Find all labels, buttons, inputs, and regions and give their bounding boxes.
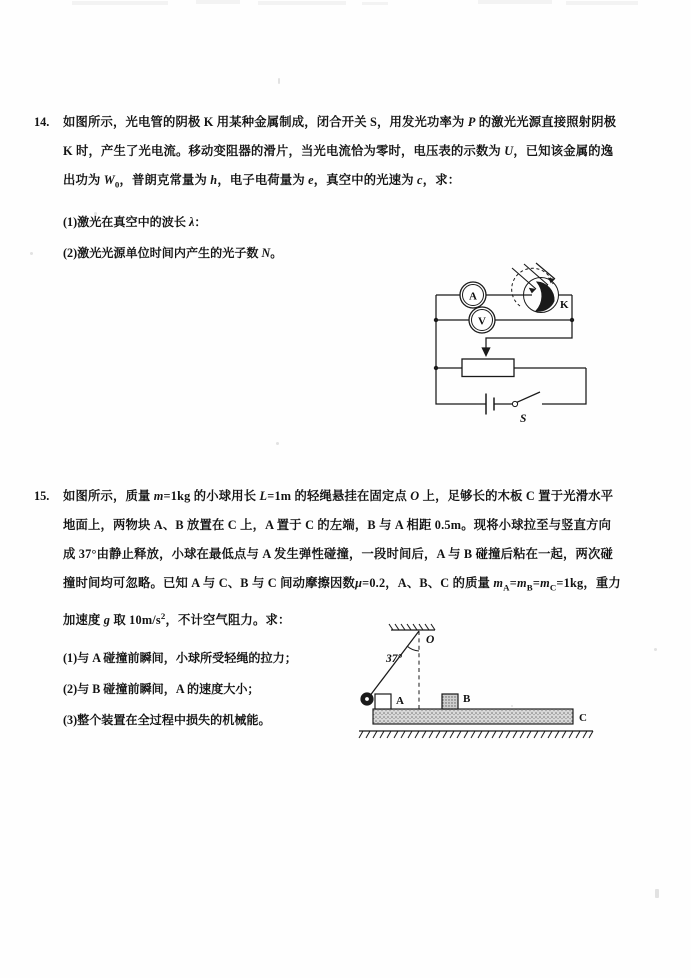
- block-label-A: A: [396, 695, 404, 707]
- problem-14-sub-2: (2)激光光源单位时间内产生的光子数 N。: [63, 246, 283, 261]
- problem-14: [34, 108, 659, 269]
- problem-14-sub-1: (1)激光在真空中的波长 λ：: [63, 215, 207, 230]
- ceiling-support: [389, 624, 435, 630]
- problem-15-line-1: 如图所示，质量 m=1kg 的小球用长 L=1m 的轻绳悬挂在固定点 O 上，足够长的木板 C 置于光滑水平: [63, 489, 614, 503]
- board-label-C: C: [579, 712, 587, 724]
- pendulum-ball: [360, 692, 373, 705]
- figure-pendulum-blocks-board: [355, 612, 655, 754]
- voltmeter-label: V: [478, 315, 486, 328]
- ground-surface: [359, 731, 593, 738]
- figure-photoelectric-circuit: [424, 262, 662, 425]
- problem-14-line-2: K 时，产生了光电流。移动变阻器的滑片，当光电流恰为零时，电压表的示数为 U，已知该金属的逸: [63, 144, 614, 158]
- light-rays: [512, 263, 555, 289]
- block-a: [375, 694, 391, 709]
- problem-14-line-1: 如图所示，光电管的阴极 K 用某种金属制成，闭合开关 S，用发光功率为 P 的激光光源直接照射阴极: [63, 115, 617, 129]
- problem-15-number: 15.: [34, 489, 50, 503]
- rheostat-slider-arrow: [481, 347, 490, 357]
- problem-15-line-2: 地面上，两物块 A、B 放置在 C 上，A 置于 C 的左端，B 与 A 相距 0.5m。现将小球拉至与竖直方向: [63, 518, 612, 532]
- problem-14-number: 14.: [34, 115, 50, 129]
- pivot-label-O: O: [426, 634, 435, 646]
- ammeter-label: A: [469, 290, 477, 303]
- switch-symbol: [512, 392, 542, 407]
- switch-label-S: S: [520, 413, 527, 425]
- problem-15-line-3: 成 37°由静止释放，小球在最低点与 A 发生弹性碰撞，一段时间后，A 与 B 碰撞后粘在一起，两次碰: [63, 547, 614, 561]
- problem-15-line-5: 加速度 g 取 $10m/s^2$，不计空气阻力。求：: [63, 611, 291, 628]
- block-label-B: B: [463, 693, 471, 705]
- photocell-tube: [512, 268, 559, 312]
- problem-15-sub-2: (2)与 B 碰撞前瞬间，A 的速度大小；: [63, 681, 260, 696]
- problem-15-sub-1: (1)与 A 碰撞前瞬间，小球所受轻绳的拉力；: [63, 650, 297, 665]
- block-b: [442, 694, 458, 709]
- problem-15-line-4: 撞时间均可忽略。已知 A 与 C、B 与 C 间动摩擦因数μ=0.2，A、B、C 的质量 $m_A=m_B=m_C=1kg$，重力: [63, 576, 621, 593]
- board-c: [373, 709, 573, 724]
- problem-15-sub-3: (3)整个装置在全过程中损失的机械能。: [63, 712, 271, 727]
- problem-14-line-3: 出功为 $W_0$，普朗克常量为 h，电子电荷量为 e，真空中的光速为 c，求：: [63, 173, 461, 190]
- cathode-label-K: K: [560, 299, 569, 311]
- angle-label-37: 37°: [386, 653, 403, 665]
- battery-symbol: [476, 394, 512, 415]
